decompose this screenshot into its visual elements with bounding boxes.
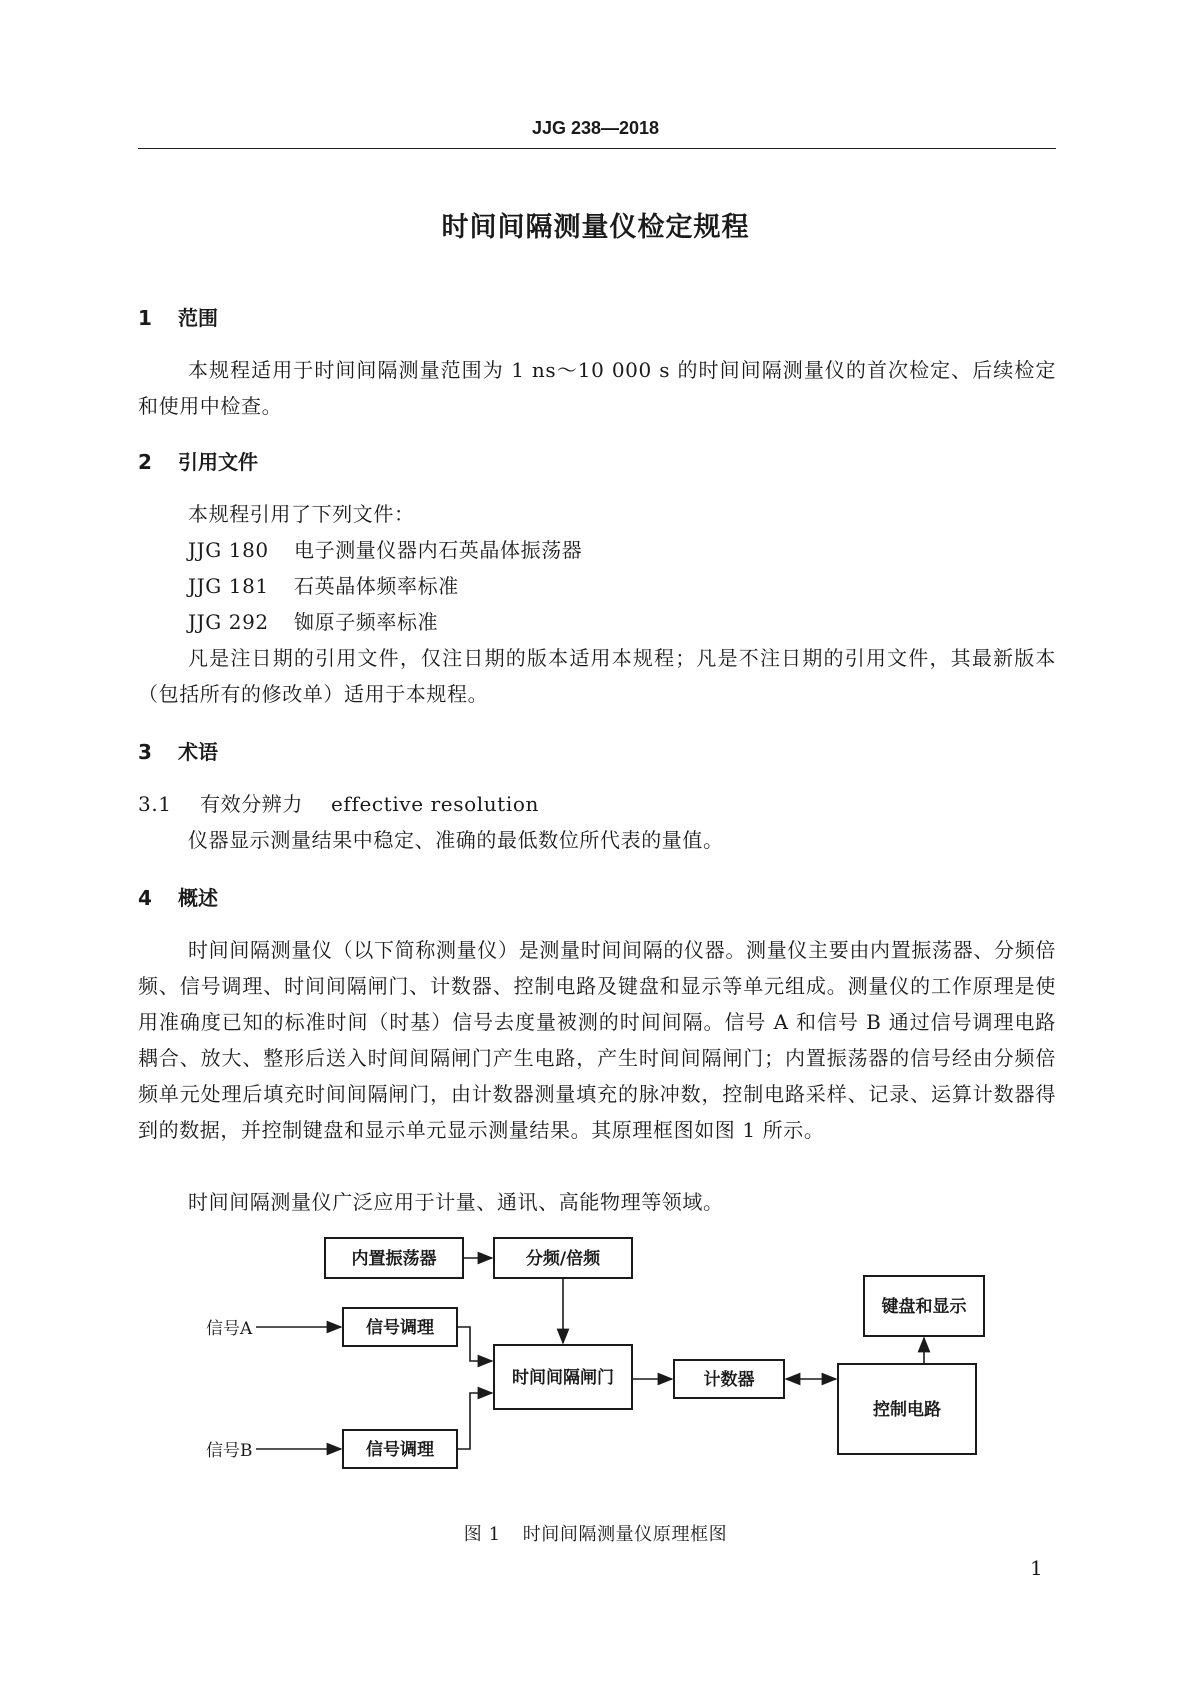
- header-doc-code: JJG 238—2018: [531, 118, 660, 138]
- header-rule: [138, 148, 1056, 149]
- section-title: 概述: [178, 886, 218, 910]
- signal-conditioning-b-block: [343, 1430, 457, 1468]
- reference-name: 石英晶体频率标准: [294, 574, 459, 598]
- cond-a-to-gate-arrow: [457, 1327, 492, 1361]
- section-title: 术语: [178, 740, 218, 764]
- section-2-intro: 本规程引用了下列文件：: [188, 502, 415, 526]
- term-entry: [138, 786, 539, 822]
- section-1-heading: [138, 302, 218, 331]
- signal-conditioning-b-label: 信号调理: [366, 1440, 434, 1460]
- divider-label: 分频/倍频: [525, 1249, 601, 1269]
- gate-label: 时间间隔闸门: [512, 1368, 614, 1388]
- control-circuit-label: 控制电路: [873, 1400, 941, 1420]
- keyboard-display-block: [864, 1276, 984, 1336]
- oscillator-label: 内置振荡器: [351, 1249, 437, 1269]
- keyboard-display-label: 键盘和显示: [881, 1297, 967, 1317]
- gate-block: [494, 1345, 632, 1409]
- reference-code: JJG 292: [188, 610, 269, 634]
- page-number: 1: [1030, 1556, 1043, 1580]
- oscillator-block: [325, 1238, 463, 1278]
- block-diagram: [200, 1228, 1000, 1518]
- signal-b-label: 信号B: [206, 1441, 253, 1461]
- counter-block: [674, 1360, 784, 1398]
- term-chinese: 有效分辨力: [200, 792, 303, 816]
- section-1-body: 本规程适用于时间间隔测量范围为 1 ns～10 000 s 的时间间隔测量仪的首次检定、后续检定和使用中检查。: [138, 358, 1056, 418]
- term-number: 3.1: [138, 792, 172, 816]
- reference-item: [188, 532, 582, 568]
- reference-name: 电子测量仪器内石英晶体振荡器: [294, 538, 583, 562]
- section-4-application: 时间间隔测量仪广泛应用于计量、通讯、高能物理等领域。: [188, 1190, 724, 1214]
- section-4-heading: [138, 882, 218, 911]
- signal-conditioning-a-label: 信号调理: [366, 1318, 434, 1338]
- section-2-heading: [138, 446, 258, 475]
- figure-caption: [0, 1520, 1191, 1546]
- term-definition: 仪器显示测量结果中稳定、准确的最低数位所代表的量值。: [188, 828, 724, 852]
- section-number: 2: [138, 450, 152, 474]
- section-number: 1: [138, 306, 152, 330]
- reference-name: 铷原子频率标准: [294, 610, 439, 634]
- divider-block: [494, 1238, 632, 1278]
- reference-item: [188, 604, 438, 640]
- reference-code: JJG 181: [188, 574, 269, 598]
- section-number: 3: [138, 740, 152, 764]
- section-4-body: 时间间隔测量仪（以下简称测量仪）是测量时间间隔的仪器。测量仪主要由内置振荡器、分频倍频、信号调理、时间间隔闸门、计数器、控制电路及键盘和显示等单元组成。测量仪的工作原理是使用准确度已知的标准时间（时基）信号去度量被测的时间间隔。信号 A 和信号 B 通过信号调理电路耦合、放大、整形后送入时间间隔闸门产生电路，产生时间间隔闸门；内置振荡器的信号经由分频倍频单元处理后填充时间间隔闸门，由计数器测量填充的脉冲数，控制电路采样、记录、运算计数器得到的数据，并控制键盘和显示单元显示测量结果。其原理框图如图 1 所示。: [138, 938, 1056, 1142]
- section-2-note: 凡是注日期的引用文件，仅注日期的版本适用本规程；凡是不注日期的引用文件，其最新版本（包括所有的修改单）适用于本规程。: [138, 646, 1056, 706]
- term-english: effective resolution: [331, 792, 539, 816]
- counter-label: 计数器: [703, 1370, 755, 1390]
- section-number: 4: [138, 886, 152, 910]
- reference-item: [188, 568, 459, 604]
- reference-code: JJG 180: [188, 538, 269, 562]
- cond-b-to-gate-arrow: [457, 1393, 492, 1449]
- section-3-heading: [138, 736, 218, 765]
- document-title: 时间间隔测量仪检定规程: [441, 212, 750, 243]
- figure-number: 图 1: [463, 1524, 501, 1545]
- signal-conditioning-a-block: [343, 1308, 457, 1346]
- signal-a-label: 信号A: [206, 1319, 253, 1339]
- section-title: 引用文件: [178, 450, 258, 474]
- section-title: 范围: [178, 306, 218, 330]
- control-circuit-block: [838, 1364, 976, 1454]
- figure-title: 时间间隔测量仪原理框图: [522, 1524, 728, 1545]
